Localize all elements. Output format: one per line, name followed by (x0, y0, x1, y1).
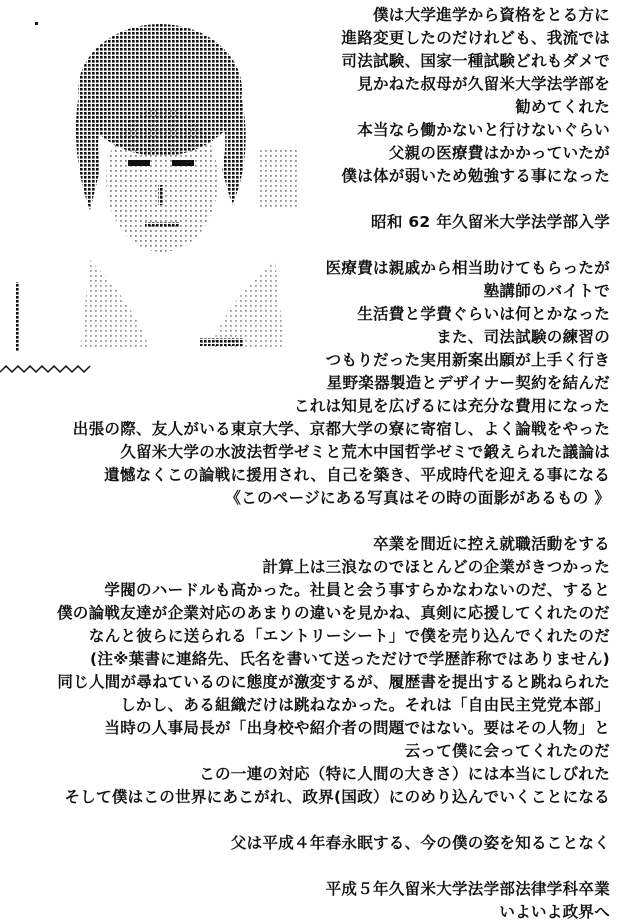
text-line: 父は平成４年春永眠する、今の僕の姿を知ることなく (230, 834, 610, 852)
paragraph-gap (20, 510, 610, 533)
text-line: 星野楽器製造とデザイナー契約を結んだ (326, 374, 610, 392)
text-line: 出張の際、友人がいる東京大学、京都大学の寮に寄宿し、よく論戦をやった (72, 420, 610, 438)
text-line: 昭和 62 年久留米大学法学部入学 (371, 213, 610, 231)
text-line: 学閥のハードルも高かった。社員と会う事すらかなわないのだ、すると (104, 581, 610, 599)
text-line: 見かねた叔母が久留米大学法学部を (357, 75, 610, 93)
paragraph-gap (20, 188, 610, 211)
text-line: つもりだった実用新案出願が上手く行き (325, 351, 610, 369)
text-line: 僕は体が弱いため勉強する事になった (341, 167, 610, 185)
text-line: 塾講師のバイトで (483, 282, 610, 300)
text-line: 父親の医療費はかかっていたが (388, 144, 610, 162)
text-line: また、司法試験の練習の (436, 328, 610, 346)
text-line: 本当なら働かないと行けないぐらい (357, 121, 610, 139)
text-line: 計算上は三浪なのでほとんどの企業がきつかった (262, 558, 610, 576)
text-line: しかし、ある組織だけは跳ねなかった。それは「自由民主党党本部」 (120, 696, 610, 714)
paragraph-gap (20, 855, 610, 878)
paragraph-gap (20, 809, 610, 832)
text-line: 云って僕に会ってくれたのだ (404, 742, 610, 760)
text-line: これは知見を広げるには充分な費用になった (293, 397, 610, 415)
text-line: 当時の人事局長が「出身校や紹介者の問題ではない。要はその人物」と (104, 719, 610, 737)
text-line: 同じ人間が尋ねているのに態度が激変するが、履歴書を提出すると跳ねられた (57, 673, 610, 691)
text-line: 平成５年久留米大学法学部法律学科卒業 (325, 880, 610, 898)
text-line: 《このページにある写真はその時の面影があるもの 》 (225, 489, 610, 507)
text-line: なんと彼らに送られる「エントリーシート」で僕を売り込んでくれたのだ (88, 627, 610, 645)
text-line: そして僕はこの世界にあこがれ、政界(国政）にのめり込んでいくことになる (64, 788, 610, 806)
autobiography-text (20, 4, 610, 924)
text-line: 遺憾なくこの論戦に援用され、自己を築き、平成時代を迎える事になる (104, 466, 610, 484)
text-line: 司法試験、国家一種試験どれもダメで (341, 52, 610, 70)
text-line: 久留米大学の水波法哲学ゼミと荒木中国哲学ゼミで鍛えられた議論は (120, 443, 610, 461)
paragraph-gap (20, 234, 610, 257)
text-line: (注※葉書に連絡先、氏名を書いて送っただけで学歴詐称ではありません) (90, 650, 610, 668)
text-line: 僕は大学進学から資格をとる方に (372, 6, 610, 24)
text-line: 勧めてくれた (515, 98, 610, 116)
text-line: 僕の論戦友達が企業対応のあまりの違いを見かね、真剣に応援してくれたのだ (56, 604, 610, 622)
text-line: 生活費と学費ぐらいは何とかなった (357, 305, 610, 323)
text-line: 医療費は親戚から相当助けてもらったが (325, 259, 610, 277)
text-line: 進路変更したのだけれども、我流では (341, 29, 610, 47)
text-line: 卒業を間近に控え就職活動をする (372, 535, 610, 553)
text-line: この一連の対応（特に人間の大きさ）には本当にしびれた (199, 765, 610, 783)
text-line: いよいよ政界へ (499, 903, 610, 921)
